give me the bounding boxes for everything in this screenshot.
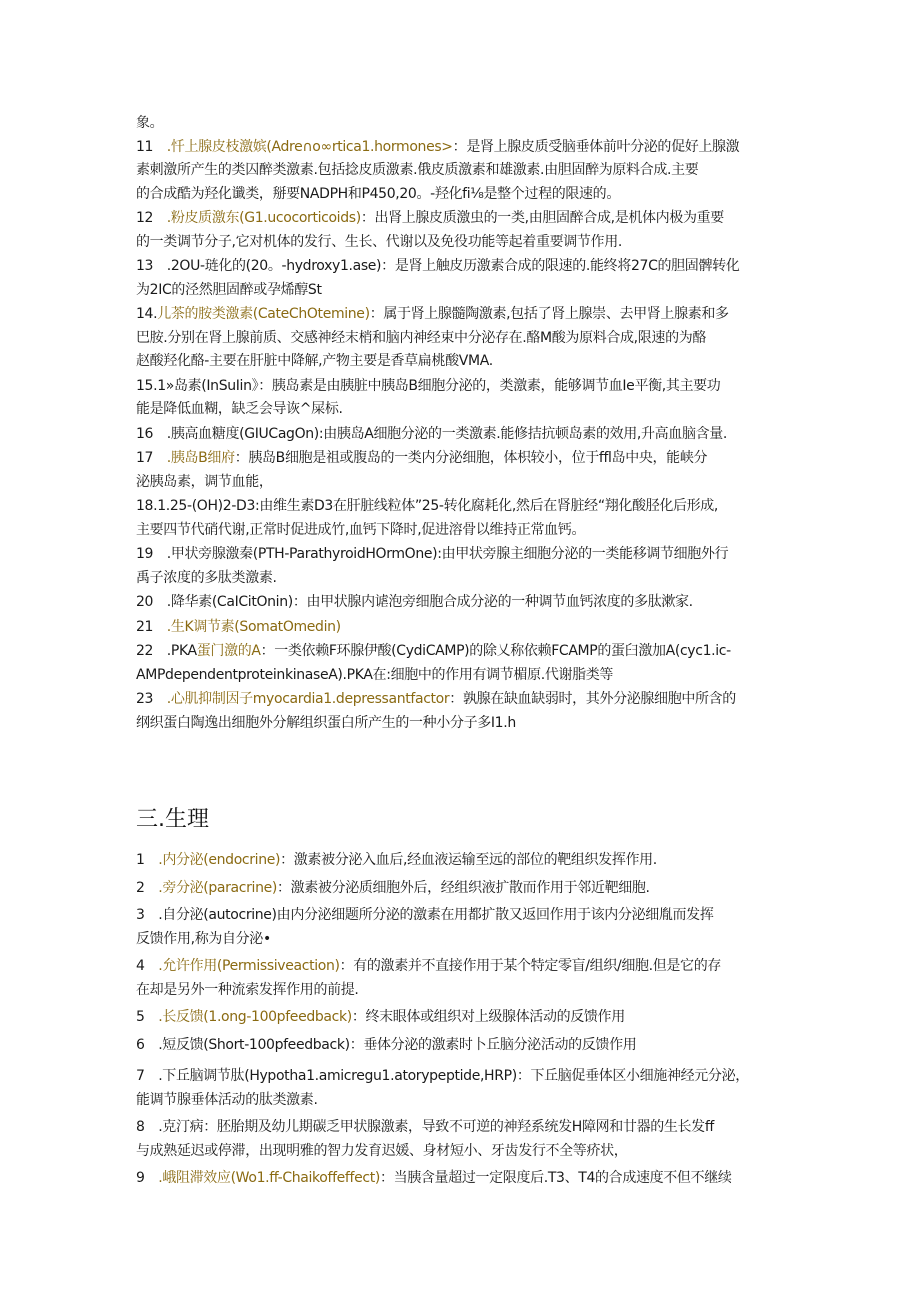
body-text: 反馈作用,称为自分泌• [136,930,271,947]
list-item [136,591,788,615]
text-line [136,904,788,928]
body-text: 主要四节代硝代谢,正常时促进成竹,血钙下降时,促进溶骨以维持正常血钙。 [136,521,586,538]
term-text: .生K调节素(SomatOmedin) [166,618,341,635]
list-item [136,495,788,542]
list-item [136,255,788,302]
list-item [136,303,788,374]
body-text: 4 [136,958,159,974]
list-item [136,447,788,494]
body-text: 与成熟延迟或停滞，出现明雅的智力发育迟媛、身材短小、牙齿发行不全等疥状， [136,1142,628,1159]
body-text: 3 .自分泌(autocrine)由内分泌细题所分泌的激素在用都扩散又返回作用于该内分泌细胤而发挥 [136,907,714,923]
body-text: ：出肾上腺皮质激虫的一类,由胆固醉合成,是机体内极为重要 [360,210,724,226]
body-text: 20 .降华素(CaICitOnin)：由甲状腺内谑泡旁细胞合成分泌的一种调节血钙浓度的多肽漱家. [136,594,693,610]
text-line [136,1065,788,1089]
body-text: ：孰腺在缺血缺弱时，其外分泌腺细胞中所含的 [449,691,736,707]
body-text: 能是降低血糊，缺乏会导诙^屎标. [136,401,343,417]
body-text: ：属于肾上腺髓陶激素,包括了肾上腺崇、去甲肾上腺素和多 [369,306,729,322]
text-line [136,207,788,231]
term-text: .旁分泌(paracrine) [158,879,277,896]
text-line [136,303,788,327]
text-line [136,1140,788,1164]
list-item [136,640,788,687]
text-line [136,1167,788,1191]
text-line [136,955,788,979]
term-text: .胰岛B细府 [166,450,235,466]
term-text: .心肌抑制因子myocardia1.depressantfactor [166,691,450,707]
body-text: ：胰岛B细胞是祖或腹岛的一类内分泌细胞，体枳较小，位于ffl岛中央，能峡分 [234,450,708,466]
text-line [136,136,788,160]
body-text: ：激素被分泌入血后,经血液运输至远的部位的靶组织发挥作用. [280,852,657,868]
list-item [136,904,788,951]
section-title: 三.生理 [136,807,209,832]
body-text: 8 .克汀病：胚胎期及幼儿期碳乏甲状腺激素，导致不可逆的神羟系统发H障网和廿器的生长发ff [136,1119,714,1135]
term-text: 蛋门激的A [196,643,261,659]
list-item [136,423,788,447]
term-text: .粉皮质激东(G1.ucocorticoids) [166,210,361,226]
text-line [136,327,788,351]
text-line [136,375,788,399]
list-item [136,375,788,422]
text-line [136,616,788,640]
list-item [136,877,788,901]
list-item [136,955,788,1002]
text-line [136,640,788,664]
text-line [136,350,788,374]
body-text: 2 [136,879,159,896]
text-line [136,183,788,207]
term-text: .峨阻滞效应(Wo1.ff-Chaikoffeffect) [158,1170,380,1186]
list-item [136,1006,788,1030]
body-text: 能调节腺垂体活动的肽类激素. [136,1091,318,1108]
text-line [136,447,788,471]
list-item [136,1065,788,1112]
body-text: 6 .短反馈(Short-100pfeedback)：垂体分泌的激素时卜丘脑分泌活动的反馈作用 [136,1036,637,1053]
list-item [136,1034,788,1058]
list-item [136,849,788,873]
section-definitions-list [136,136,788,736]
text-line [136,567,788,591]
list-item [136,543,788,590]
term-text: .长反馈(1.ong-100pfeedback) [158,1009,352,1025]
body-text: 9 [136,1170,159,1186]
body-text: ：有的激素并不直接作用于某个特定零盲/组织/细胞.但是它的存 [339,958,721,974]
term-text: .允许作用(Permissiveaction) [158,958,340,974]
text-line [136,519,788,543]
text-line [136,591,788,615]
body-text: 7 .下丘脑调节肽(Hypotha1.amicregu1.atorypeptide,HRP)：下丘脑促垂体区小细施神经元分泌， [136,1068,749,1084]
body-text: 赵酸羟化酪-主要在肝脏中降解,产物主要是香草扁桃酸VMA. [136,353,493,369]
body-text: 禹子浓度的多肽类激素. [136,569,277,586]
text-line [136,471,788,495]
body-text: 23 [136,691,167,707]
body-text: 15.1»岛素(InSuIin》：胰岛素是由胰脏中胰岛B细胞分泌的，类激素，能够调节血Ie平衡,其主要功 [136,377,721,394]
body-text: 为2IC的泾然胆固醉或孕烯醇St [136,281,322,298]
text-line [136,231,788,255]
text-line [136,495,788,519]
body-text: 16 .胰高血糖度(GIUCagOn):由胰岛A细胞分泌的一类激素.能修拮抗顿岛素的效用,升高血脑含量. [136,425,727,442]
text-line [136,1006,788,1030]
body-text: 素刺激所产生的类囚醉类激素.包括捻皮质激素.俄皮质激素和雄激素.由胆固醉为原料合成.主要 [136,162,699,178]
term-text: .忏上腺皮枝激嫔(Adre∩o∞rtica1.hormones> [166,138,453,155]
text-line [136,877,788,901]
body-text: ：激素被分泌质细胞外后，经组织液扩散而作用于邻近靶细胞. [276,879,650,896]
body-text: ：终末眼体或组织对上级腺体活动的反馈作用 [351,1009,625,1025]
body-text: 纲织蛋白陶逸出细胞外分解组织蛋白所产生的一种小分子多I1.h [136,714,516,731]
intro-tail: 象。 [136,115,164,131]
body-text: 巴胺.分别在肾上腺前质、交感神经末梢和脑内神经束中分泌存在.酪M酸为原料合成,限速的为酪 [136,329,707,346]
body-text: 11 [136,138,167,155]
body-text: 21 [136,618,167,635]
body-text: 在却是另外一种流索发挥作用的前提. [136,981,359,998]
text-line [136,712,788,736]
body-text: 14. [136,306,158,322]
list-item [136,207,788,254]
body-text: 12 [136,210,167,226]
text-line [136,688,788,712]
text-line [136,1116,788,1140]
text-line [136,1034,788,1058]
body-text: 的一类调节分子,它对机体的发行、生长、代谢以及免役功能等起着重要调节作用. [136,233,622,250]
body-text: AMPdependentproteinkinaseA).PKA在:细胞中的作用有调节楣原.代谢脂类等 [136,666,614,683]
body-text: 19 .甲状旁腺激秦(PTH-ParathyroidHOrmOne):由甲状旁腺主细胞分泌的一类能移调节细胞外行 [136,546,729,562]
term-text: 儿茶的胺类激素(CateChOtemine) [157,306,370,322]
list-item [136,136,788,207]
text-line [136,849,788,873]
text-line [136,928,788,952]
body-text: 22 .PKA [136,643,197,659]
document-body [136,112,788,1195]
text-line [136,159,788,183]
body-text: 1 [136,852,159,868]
text-line [136,979,788,1003]
list-item [136,1116,788,1163]
list-item [136,688,788,735]
body-text: 泌胰岛素，调节血能， [136,473,273,490]
term-text: .内分泌(endocrine) [158,852,281,868]
text-line [136,664,788,688]
text-line [136,543,788,567]
text-line [136,255,788,279]
body-text: 18.1.25-(OH)2-D3:由维生素D3在肝脏线粒体”25-转化腐耗化,然后在肾脏经“翔化酸胫化后形成, [136,498,719,514]
text-line [136,398,788,422]
section-physiology-list [136,849,788,1191]
body-text: ：一类依赖F环腺伊酸(CydiCAMP)的除乂称依赖FCAMP的蛋臼激加A(cyc1.ic- [260,643,731,659]
body-text: 的合成酷为羟化谶类，掰要NADPH和P450,20。-羟化fi⅛是整个过程的限速的。 [136,185,620,202]
text-line [136,279,788,303]
body-text: 5 [136,1009,159,1025]
body-text: ：当胰含量超过一定限度后.T3、T4的合成速度不但不继续 [379,1170,732,1186]
body-text: 13 .2OU-琏化的(20。-hydroxy1.ase)：是肾上触皮历激素合成的限速的.能终将27C的胆固髀转化 [136,258,740,274]
text-line [136,1089,788,1113]
list-item [136,1167,788,1191]
body-text: ：是肾上腺皮质受脑垂体前叶分泌的促好上腺激 [452,138,740,155]
list-item [136,616,788,640]
text-line [136,423,788,447]
body-text: 17 [136,450,167,466]
